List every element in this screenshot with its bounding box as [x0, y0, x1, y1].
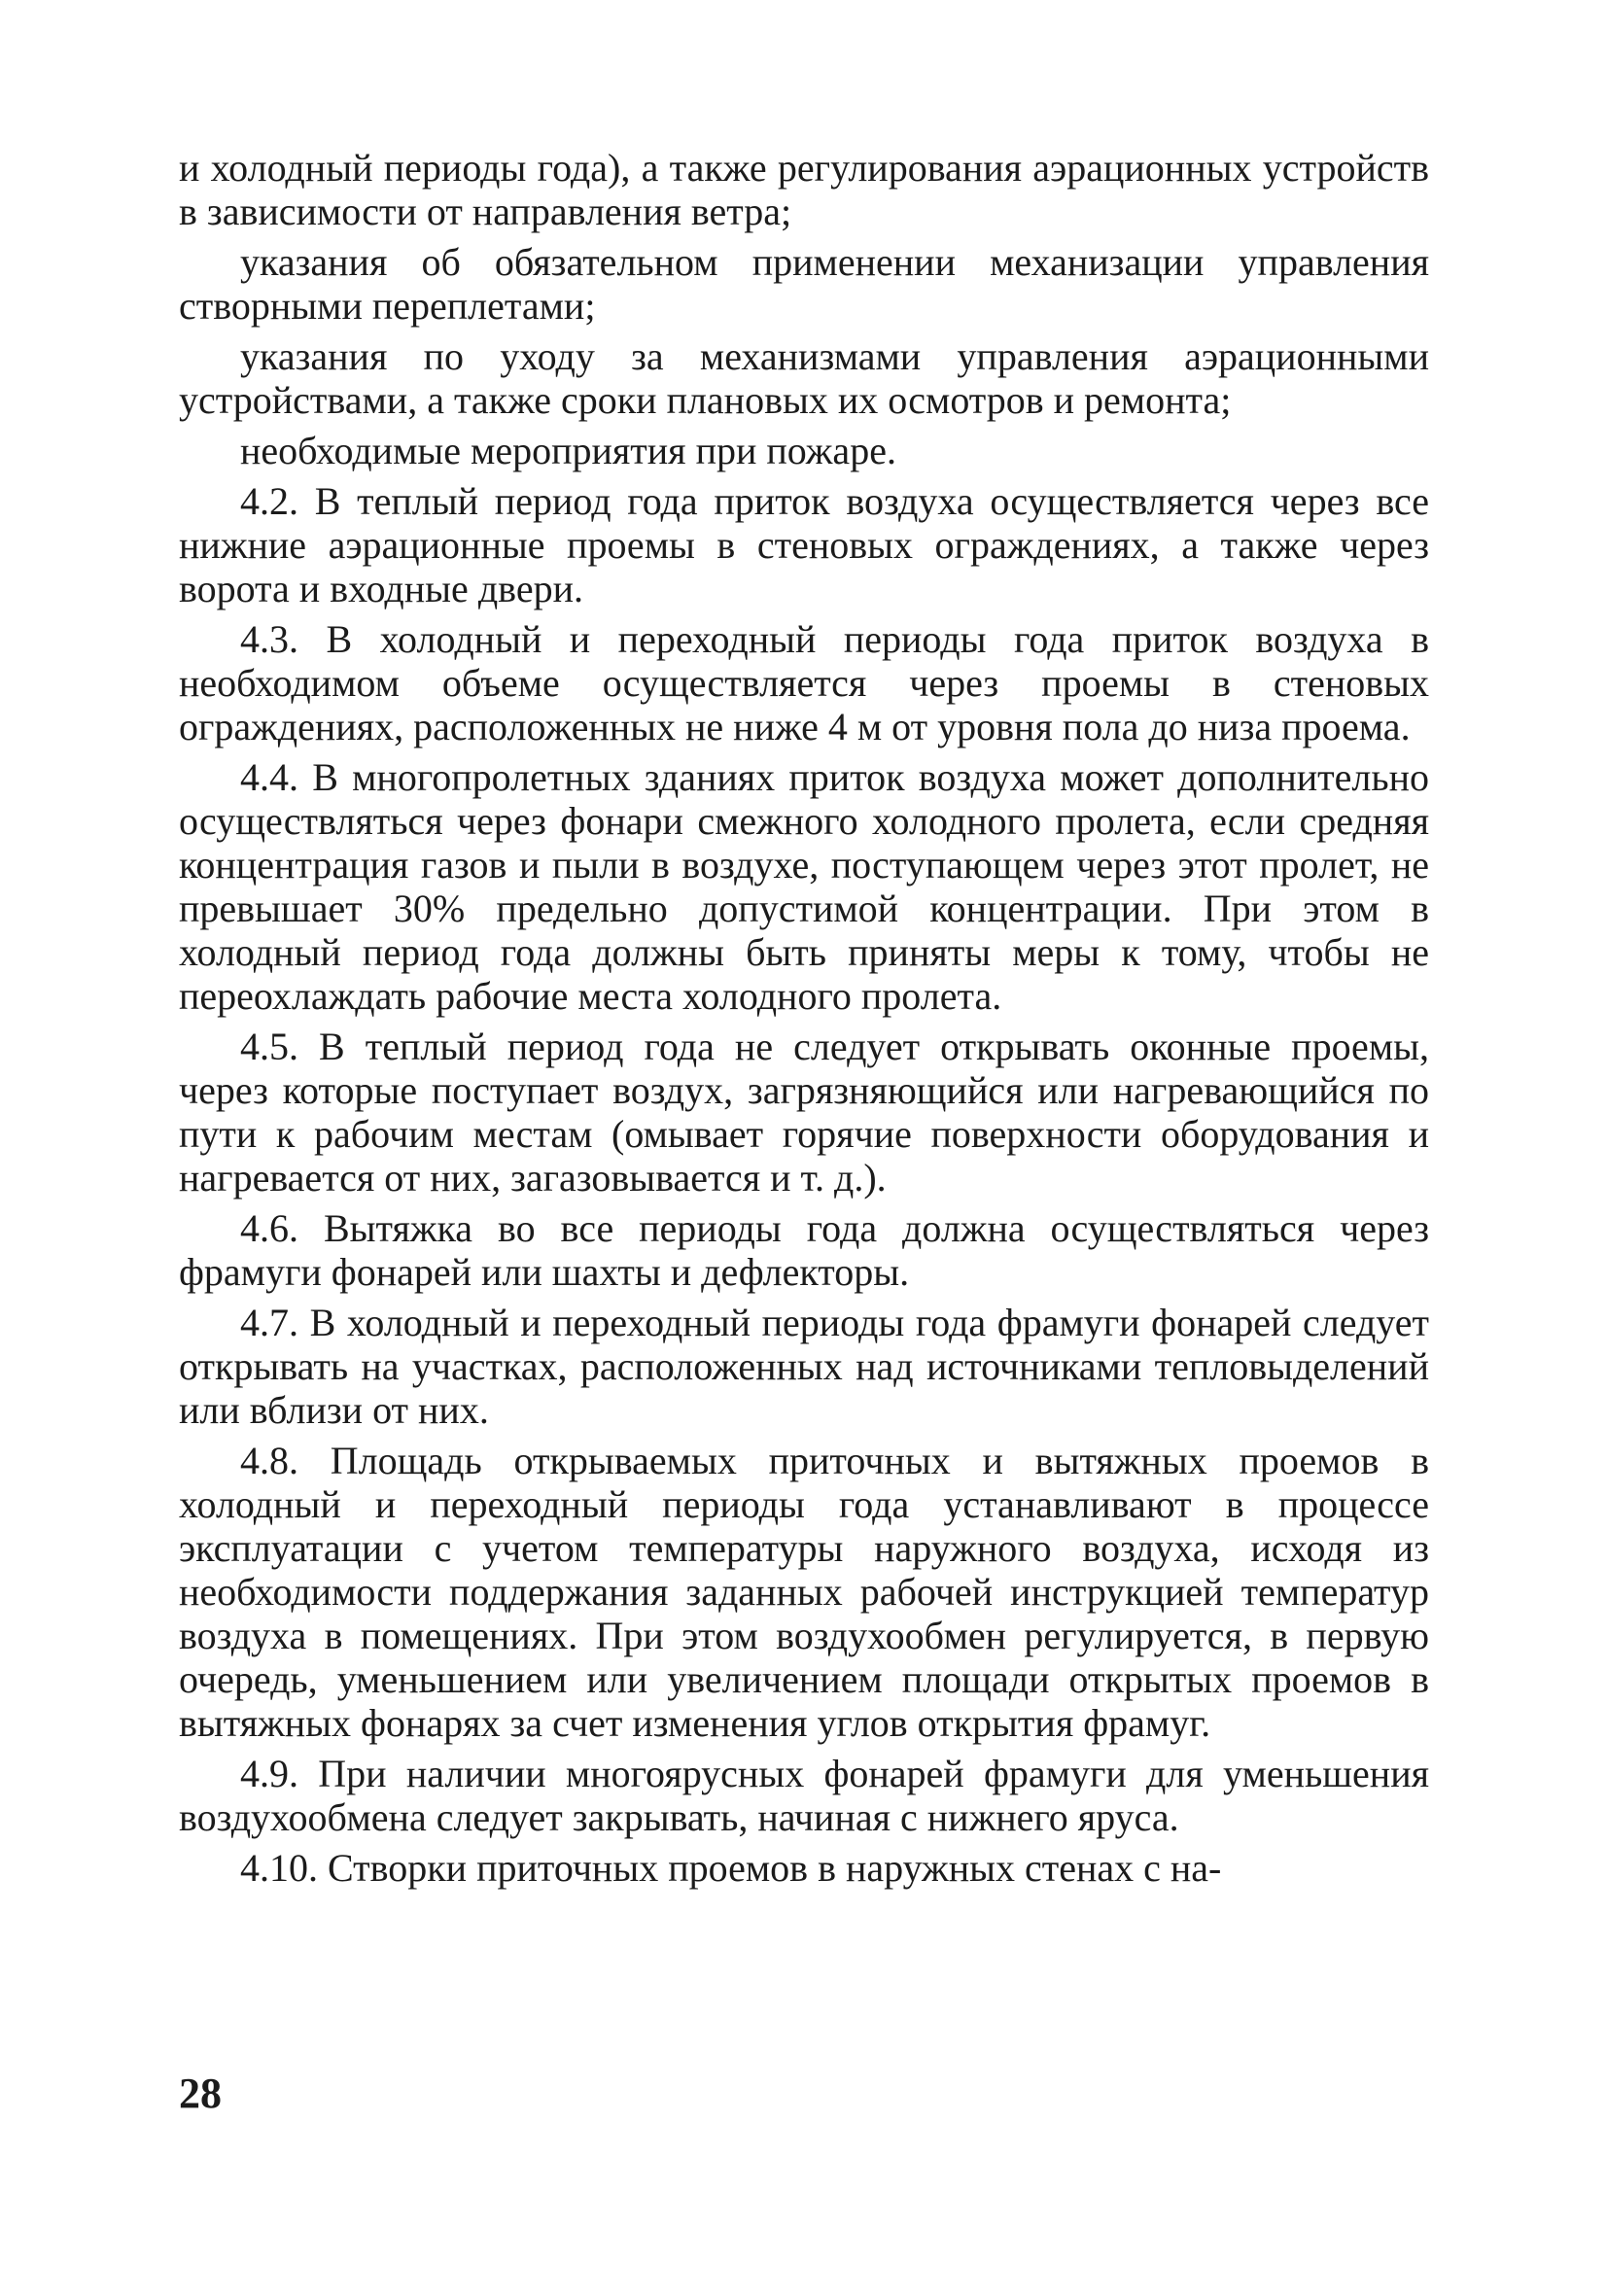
paragraph-4-5: 4.5. В теплый период года не следует открывать оконные проемы, через которые поступает воздух, загрязняющийся или нагревающийся по пути к рабочим местам (омывает горячие поверхности оборудования и нагревается от них, загазовывается и т. д.).: [179, 1025, 1429, 1200]
page-number: 28: [179, 2070, 222, 2117]
paragraph-4-8: 4.8. Площадь открываемых приточных и вытяжных проемов в холодный и переходный периоды года устанавливают в процессе эксплуатации с учетом температуры наружного воздуха, исходя из необходимости поддержания заданных рабочей инструкцией температур воздуха в помещениях. При этом воздухообмен регулируется, в первую очередь, уменьшением или увеличением площади открытых проемов в вытяжных фонарях за счет изменения углов открытия фрамуг.: [179, 1439, 1429, 1745]
paragraph-4-6: 4.6. Вытяжка во все периоды года должна осуществляться через фрамуги фонарей или шахты и дефлекторы.: [179, 1206, 1429, 1294]
paragraph-fire-measures: необходимые мероприятия при пожаре.: [240, 429, 896, 472]
paragraph-4-7: 4.7. В холодный и переходный периоды года фрамуги фонарей следует открывать на участках, расположенных над источниками тепловыделений или вблизи от них.: [179, 1301, 1429, 1432]
paragraph-4-2: 4.2. В теплый период года приток воздуха осуществляется через все нижние аэрационные проемы в стеновых ограждениях, а также через ворота и входные двери.: [179, 479, 1429, 610]
paragraph-4-3: 4.3. В холодный и переходный периоды года приток воздуха в необходимом объеме осуществляется через проемы в стеновых ограждениях, расположенных не ниже 4 м от уровня пола до низа проема.: [179, 617, 1429, 748]
paragraph-mechanization-instructions: указания об обязательном применении механизации управления створными переплетами;: [179, 240, 1429, 328]
paragraph-4-10: 4.10. Створки приточных проемов в наружных стенах с на-: [240, 1846, 1222, 1890]
paragraph-4-4: 4.4. В многопролетных зданиях приток воздуха может дополнительно осуществляться через фонари смежного холодного пролета, если средняя концентрация газов и пыли в воздухе, поступающем через этот пролет, не превышает 30% предельно допустимой концентрации. При этом в холодный период года должны быть приняты меры к тому, чтобы не переохлаждать рабочие места холодного пролета.: [179, 755, 1429, 1018]
paragraph-continuation: и холодный периоды года), а также регулирования аэрационных устройств в зависимости от направления ветра;: [179, 146, 1429, 233]
page-body: [179, 146, 1429, 1896]
paragraph-4-9: 4.9. При наличии многоярусных фонарей фрамуги для уменьшения воздухообмена следует закрывать, начиная с нижнего яруса.: [179, 1752, 1429, 1839]
paragraph-maintenance-instructions: указания по уходу за механизмами управления аэрационными устройствами, а также сроки плановых их осмотров и ремонта;: [179, 334, 1429, 422]
